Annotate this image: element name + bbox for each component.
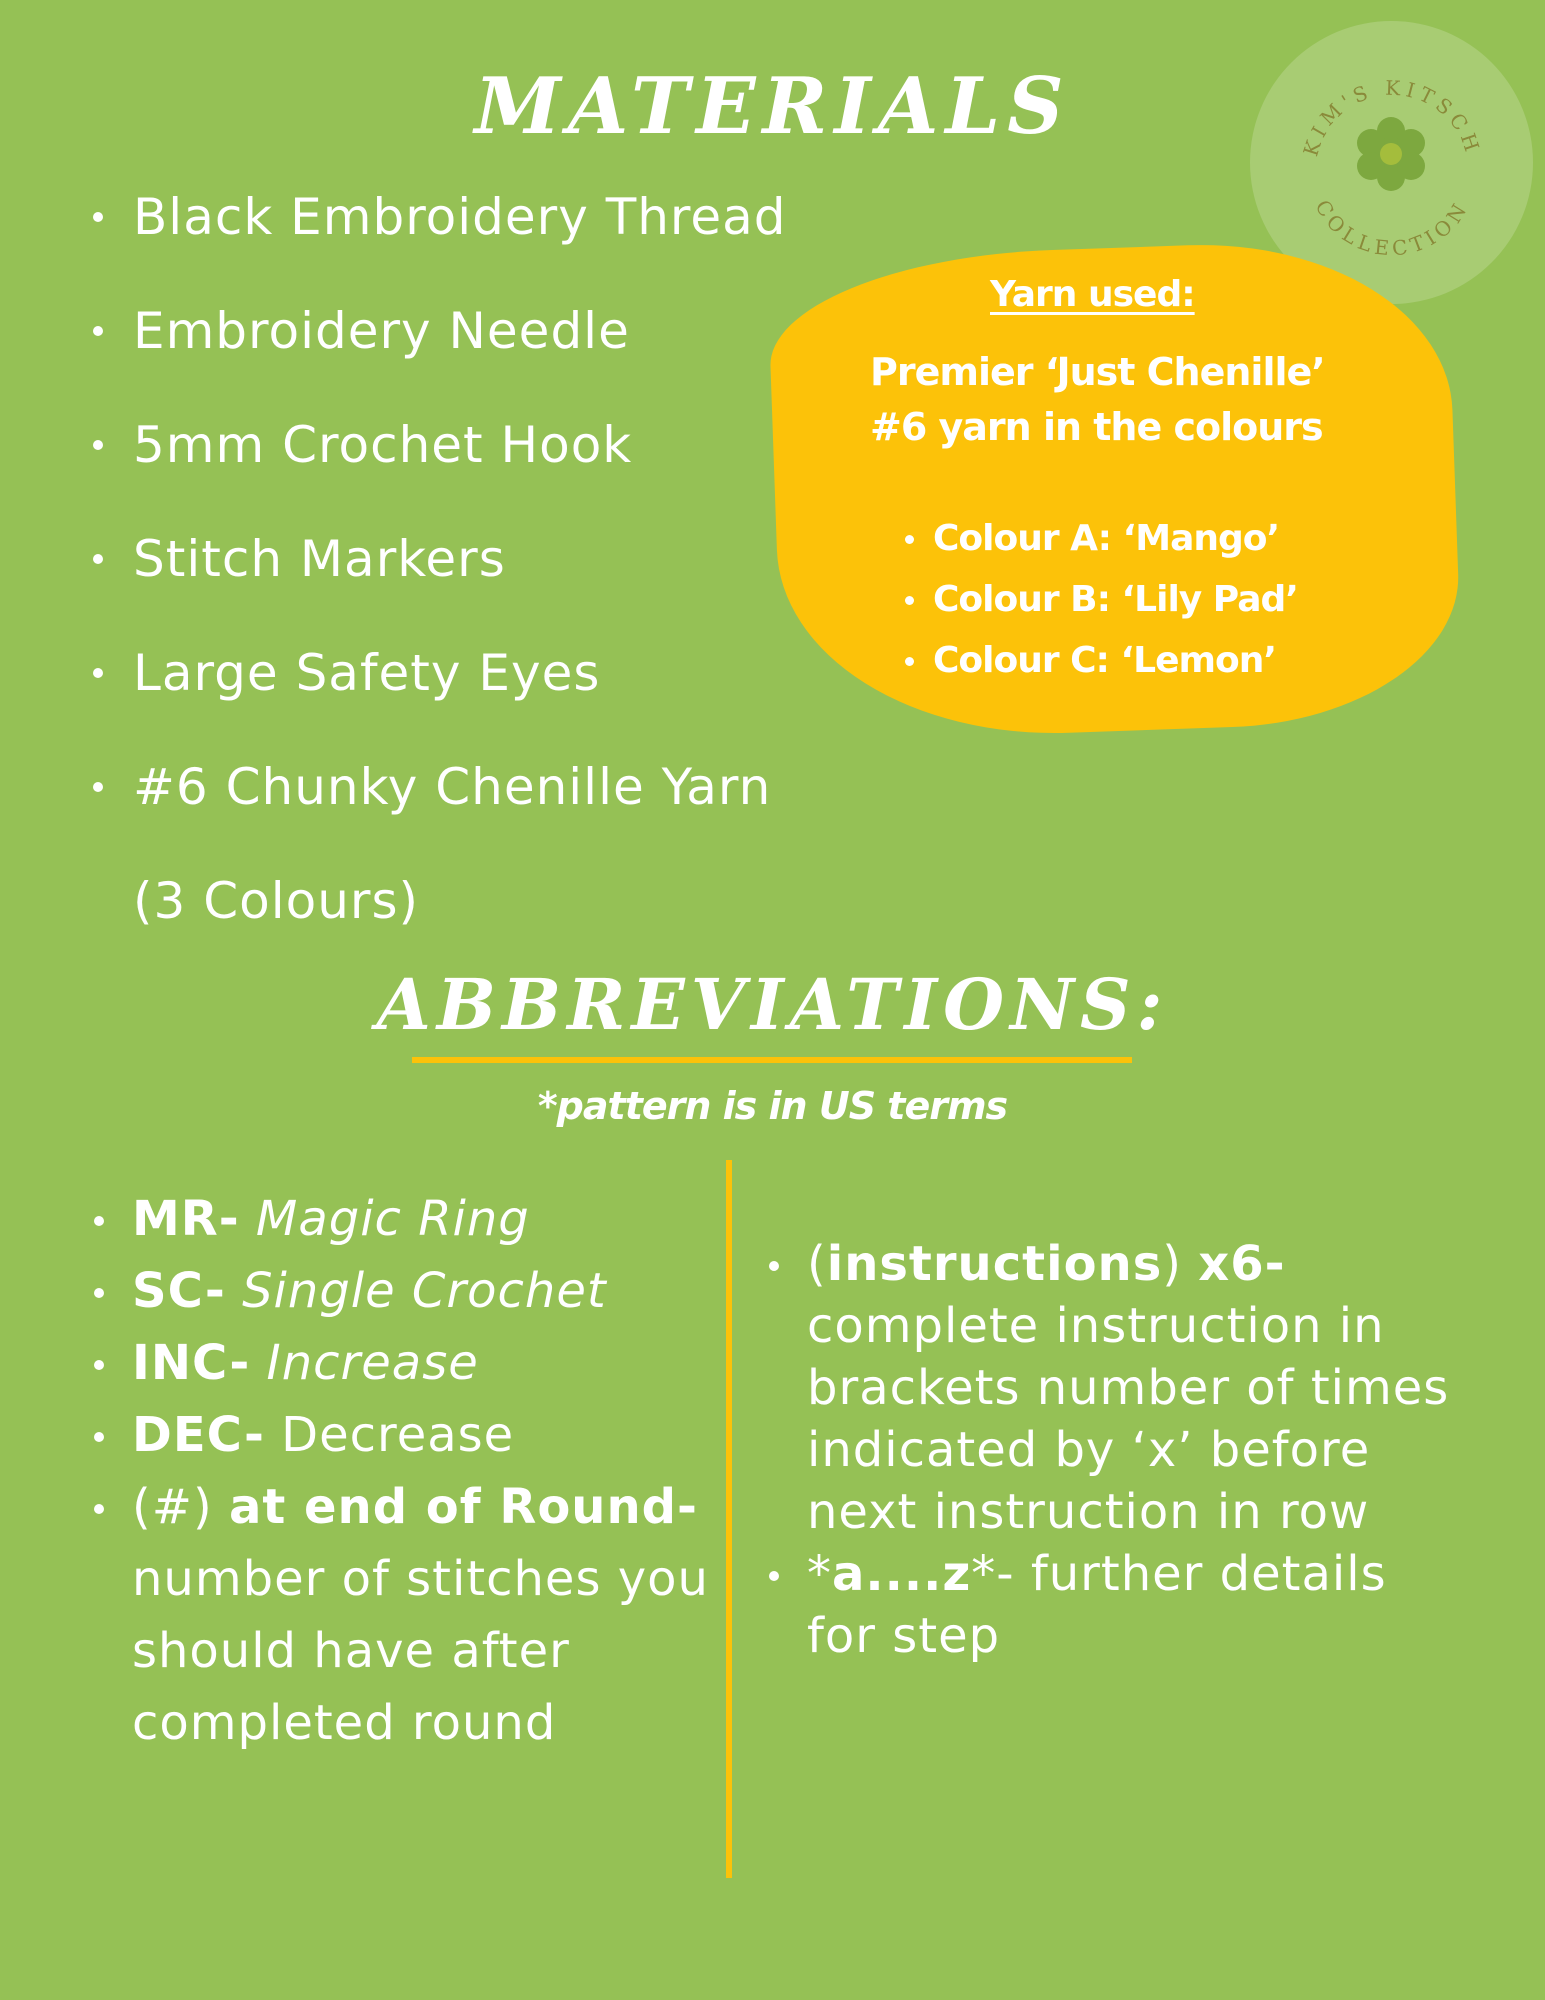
abbreviation-item (90, 1471, 710, 1759)
terms-note: *pattern is in US terms (537, 1084, 1008, 1128)
material-item: Large Safety Eyes (90, 616, 787, 730)
abbreviation-term: a....z (832, 1546, 972, 1602)
materials-list (90, 160, 787, 958)
abbreviation-item (90, 1183, 710, 1255)
abbreviation-desc: Magic Ring (239, 1191, 530, 1247)
abbreviation-term: instructions (826, 1236, 1163, 1292)
abbreviation-term: at end of Round- (228, 1479, 698, 1535)
abbreviations-title: ABBREVIATIONS: (376, 963, 1169, 1046)
abbreviation-item (90, 1399, 710, 1471)
abbreviation-desc: Increase (250, 1335, 479, 1391)
abbreviation-item (90, 1327, 710, 1399)
material-item: #6 Chunky Chenille Yarn (90, 730, 787, 844)
yarn-colour-item: Colour C: ‘Lemon’ (905, 630, 1298, 691)
yarn-colour-list (905, 508, 1298, 691)
material-item: Stitch Markers (90, 502, 787, 616)
abbreviation-desc: number of stitches you should have after completed round (132, 1551, 709, 1751)
abbreviation-prefix: * (807, 1546, 832, 1602)
abbreviation-mid: ) (1162, 1236, 1199, 1292)
yarn-colour-item: Colour A: ‘Mango’ (905, 508, 1298, 569)
yarn-description: Premier ‘Just Chenille’ #6 yarn in the colours (870, 350, 1325, 449)
materials-title: MATERIALS (474, 61, 1071, 152)
abbreviation-desc: Single Crochet (225, 1263, 607, 1319)
abbreviation-prefix: (#) (132, 1479, 229, 1535)
abbreviation-mid: *- (971, 1546, 1031, 1602)
logo-bottom-text: COLLECTION (1310, 195, 1474, 261)
material-item: Black Embroidery Thread (90, 160, 787, 274)
yarn-colour-item: Colour B: ‘Lily Pad’ (905, 569, 1298, 630)
yarn-heading: Yarn used: (990, 274, 1195, 315)
material-item-continuation: (3 Colours) (133, 872, 419, 930)
flower-icon (1357, 117, 1425, 191)
abbreviations-underline (412, 1057, 1132, 1063)
abbreviation-term: SC- (132, 1263, 226, 1319)
abbreviation-term-2: x6- (1198, 1236, 1286, 1292)
column-divider (726, 1160, 732, 1878)
material-item: Embroidery Needle (90, 274, 787, 388)
abbreviation-desc: Decrease (264, 1407, 515, 1463)
abbreviation-item (765, 1543, 1465, 1667)
abbreviation-desc: further details for step (807, 1546, 1387, 1664)
abbreviation-prefix: ( (807, 1236, 827, 1292)
abbreviation-term: DEC- (132, 1407, 265, 1463)
logo-top-text: KIM'S KITSCH (1298, 75, 1486, 160)
abbreviations-right-list (765, 1233, 1465, 1667)
material-item: 5mm Crochet Hook (90, 388, 787, 502)
abbreviations-left-list (90, 1183, 710, 1759)
abbreviation-item (90, 1255, 710, 1327)
abbreviation-item (765, 1233, 1465, 1543)
abbreviation-term: INC- (132, 1335, 251, 1391)
abbreviation-term: MR- (132, 1191, 240, 1247)
abbreviation-desc: complete instruction in brackets number of times indicated by ‘x’ before next instruction in row (807, 1298, 1450, 1540)
